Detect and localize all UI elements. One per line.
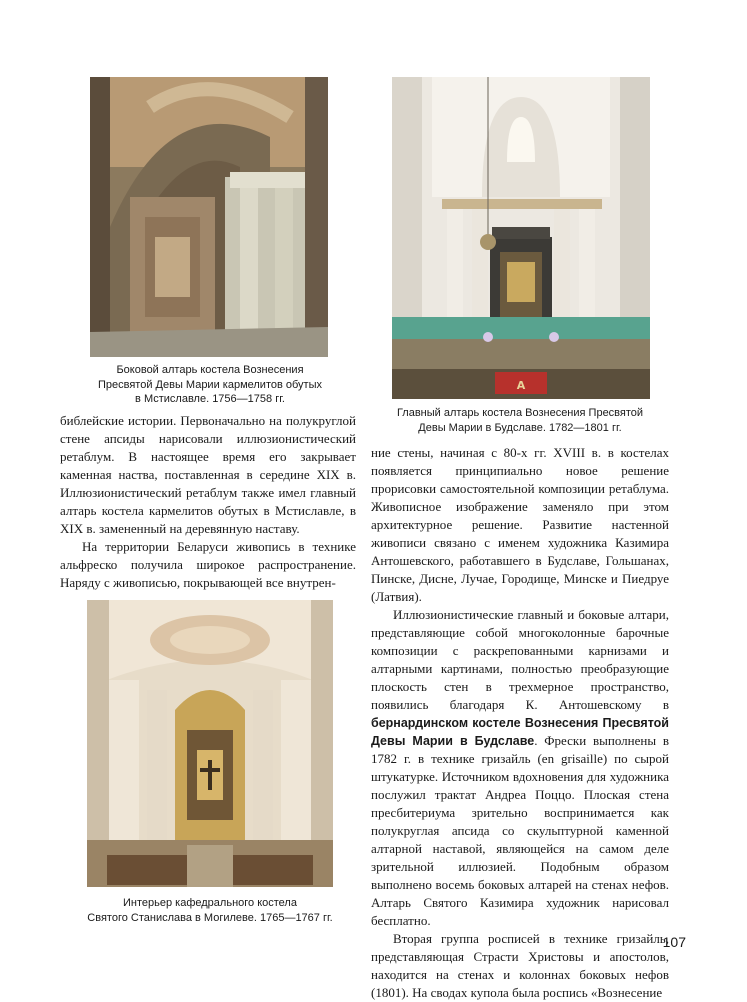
caption-line: Главный алтарь костела Вознесения Пресвятой [396,407,644,419]
caption-line: Боковой алтарь костела Вознесения [116,364,304,376]
caption-line: Девы Марии в Будславе. 1782—1801 гг. [418,421,622,434]
caption-line: Интерьер кафедрального костела [123,897,297,909]
caption-line: Пресвятой Девы Марии кармелитов обутых [97,378,322,391]
caption-fig1 [60,363,360,407]
page-number: 107 [662,934,686,950]
photo-side-altar-mstislavl [90,77,328,357]
right-column-text [371,444,669,1002]
paragraph [371,606,669,930]
caption-line: Святого Станислава в Могилеве. 1765—1767 гг. [87,911,333,924]
paragraph: Вторая группа росписей в технике гризайль, представляющая Страсти Христовы и апостолов, находится на стенах и колоннах боковых нефов (1801). На сводах купола была роспись «Вознесение [371,931,669,1000]
text-span: . Фрески выполнены в 1782 г. в технике гризайль (en grisaille) по сырой штукатурке. Источником вдохновения для художника послужил трактат Андреа Поццо. Плоская стена пресбитериума зрительно воспринимается как полукруглая апсида со скульптурной каменной алтарной наставой, являющейся на самом деле зрительной иллюзией. Подобным образом выполнено восемь боковых алтарей на стенах нефов. Алтарь Святого Казимира художник нарисовал бесплатно. [371,733,670,928]
caption-line: в Мстиславле. 1756—1758 гг. [135,393,285,405]
paragraph: библейские истории. Первоначально на полукруглой стене апсиды нарисовали иллюзионистический ретаблум. В настоящее время его закрывает каменная наства, поставленная в середине XIX в. Иллюзионистический ретаблум также имел главный алтарь костела кармелитов обутых в Мстиславле, в XIX в. замененный на деревянную наставу. [60,413,356,536]
text-span: Иллюзионистические главный и боковые алтари, представляющие собой многоколонные барочные композиции с раскрепованными карнизами и алтарными картинами, полностью преобразующие плоскость стен в трехмерное пространство, появились благодаря К. Антошевскому в [371,607,669,712]
photo-mogilev-cathedral-interior [87,600,333,887]
left-column-text [60,412,356,592]
caption-fig2 [370,406,670,435]
photo-main-altar-budslav [392,77,650,399]
altar-cloth-letter: A [516,379,526,392]
bold-text: бернардинском костеле Вознесения Пресвятой Девы Марии в Будславе [371,716,669,748]
paragraph: ние стены, начиная с 80-х гг. XVIII в. в костелах появляется принципиально новое решение прорисовки самостоятельной композиции ретаблума. Живописное изображение заменяло при этом архитектурное решение. Развитие настенной живописи связано с именем художника Казимира Антошевского, работавшего в Будславе, Гольшанах, Пинске, Дисне, Лучае, Городище, Минске и Пиедруе (Латвия). [371,445,669,604]
paragraph: На территории Беларуси живопись в технике альфреско получила широкое распространение. Наряду с живописью, покрывающей все внутрен- [60,539,356,590]
caption-fig3 [60,896,360,925]
